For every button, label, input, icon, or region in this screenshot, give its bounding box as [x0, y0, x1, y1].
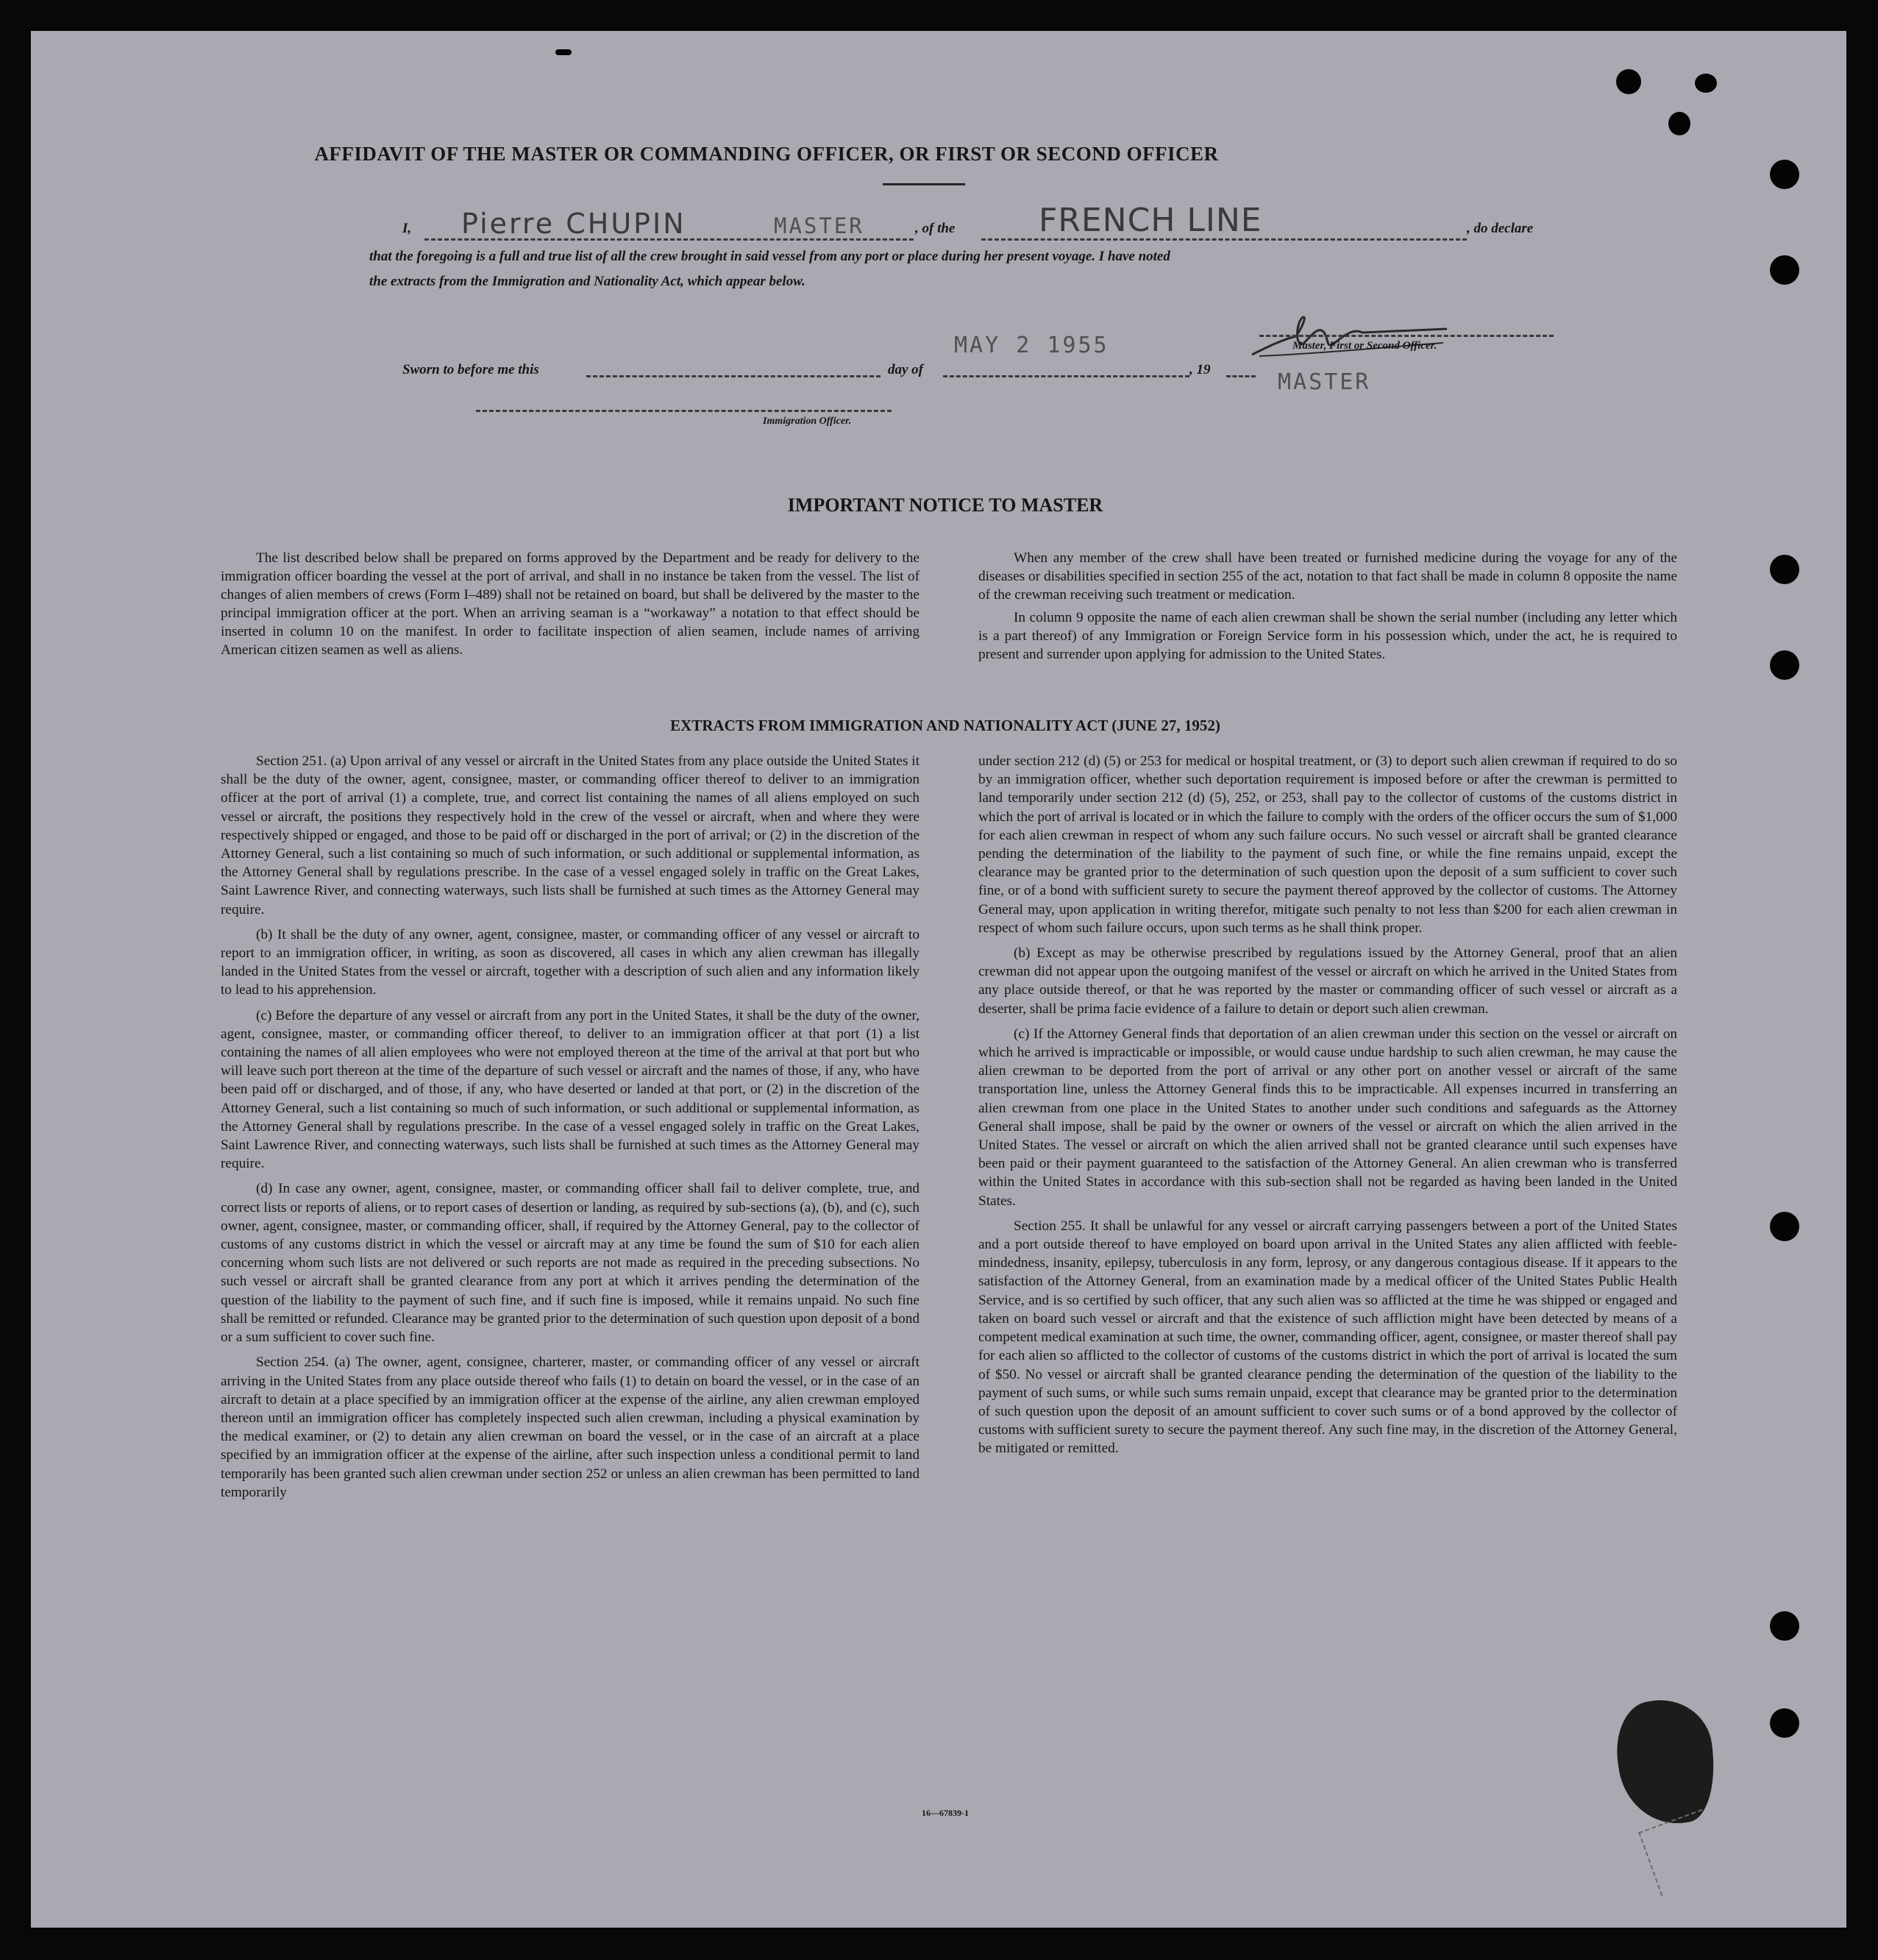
section-251-b: (b) It shall be the duty of any owner, agent, consignee, master, or commanding officer of any vessel or aircraft to report to an immigration officer, in writing, as soon as discovered, all cases in which any alien crewman has illegally landed in the United States from the vessel or aircraft, together with a description of such alien and any information likely to lead to his apprehension.	[221, 926, 920, 998]
signer-label: Master, First or Second Officer.	[1292, 340, 1437, 352]
punch-hole	[1770, 1708, 1799, 1738]
signer-stamp: MASTER	[1278, 369, 1371, 395]
section-255: Section 255. It shall be unlawful for any vessel or aircraft carrying passengers between a port of the United States and a port outside thereof to have employed on board upon arrival in the United States any alien afflicted with feeble-mindedness, insanity, epilepsy, tuberculosis in any form, leprosy, or any dangerous contagious disease. If it appears to the satisfaction of the Attorney General, from an examination made by a medical officer of the United States Public Health Service, and is so certified by such officer, that any such alien was so afflicted at the time he was shipped or engaged and taken on board such vessel or aircraft and that the existence of such affliction might have been detected by means of a competent medical examination at such time, the owner, commanding officer, agent, consignee, or master thereof shall pay for each alien so afflicted to the collector of customs of the customs district in which the port of arrival is located the sum of $50. No vessel or aircraft shall be granted clearance pending the determination of the question of the liability to the payment of such sums, or while such sums remain unpaid, except that clearance may be granted prior to the determination of such question upon the deposit of an amount sufficient to cover such sums or of a bond approved by the collector of customs with sufficient surety to secure the payment thereof. Any such fine may, in the discretion of the Attorney General, be mitigated or remitted.	[978, 1218, 1677, 1457]
declaration-line-2: that the foregoing is a full and true list of all the crew brought in said vessel from any port or place during her present voyage. I have noted	[369, 249, 1170, 264]
declaration-line-3: the extracts from the Immigration and Nationality Act, which appear below.	[369, 274, 805, 289]
section-254-a-continued: under section 212 (d) (5) or 253 for medical or hospital treatment, or (3) to deport such alien crewman if required to do so by an immigration officer, whether such deportation requirement is imposed before or after the crewman is permitted to land temporarily under section 212 (d) (5), 252, or 253, shall pay to the collector of customs of the customs district in which the port of arrival is located or in which the failure to comply with the orders of the officer occurs the sum of $1,000 for each alien crewman in respect of whom any such failure occurs. No such vessel or aircraft shall be granted clearance pending the determination of the liability to the payment of such fine, or while the fine remains unpaid, except the clearance may be granted prior to the determination of such question upon the deposit of a sum sufficient to cover such fine, or of a bond with sufficient surety to secure the payment thereof approved by the collector of customs. The Attorney General may, upon application in writing therefor, mitigate such penalty to not less than $200 for each alien crewman in respect of whom such failure occurs, upon such terms as he shall think proper.	[978, 753, 1677, 936]
of-the-label: , of the	[915, 221, 956, 236]
notice-right-text-1: When any member of the crew shall have been treated or furnished medicine during the voyage for any of the diseases or disabilities specified in section 255 of the act, notation to that fact shall be made in column 8 opposite the name of the crewman receiving such treatment or medication.	[978, 550, 1677, 603]
notice-heading: IMPORTANT NOTICE TO MASTER	[787, 494, 1103, 516]
punch-hole	[1770, 650, 1799, 680]
punch-hole	[1770, 160, 1799, 189]
section-251-c: (c) Before the departure of any vessel or aircraft from any port in the United States, it shall be the duty of the owner, agent, consignee, master, or commanding officer thereof, to deliver to an immigration officer at that port (1) a list containing the names of all alien employees who were not employed thereon at the time of the arrival at that port but who will leave such port thereon at the time of the departure of such vessel or aircraft and the names of those, if any, who have been paid off or discharged, and of those, if any, who have deserted or landed at that port, or (2) in the discretion of the Attorney General, such a list containing so much of such information, or such additional or supplemental information, as the Attorney General shall by regulations prescribe. In the case of a vessel engaged solely in traffic on the Great Lakes, Saint Lawrence River, and connecting waterways, such lists shall be furnished at such times as the Attorney General may require.	[221, 1007, 920, 1172]
affidavit-title: AFFIDAVIT OF THE MASTER OR COMMANDING OFFICER, OR FIRST OR SECOND OFFICER	[314, 143, 1219, 165]
section-251-d: (d) In case any owner, agent, consignee, master, or commanding officer shall fail to deliver complete, true, and correct lists or reports of aliens, or to report cases of desertion or landing, as required by sub-sections (a), (b), and (c), such owner, agent, consignee, master, or commanding officer, shall, if required by the Attorney General, pay to the collector of customs of any customs district in which the vessel or aircraft may at any time be found the sum of $10 for each alien concerning whom such lists are not delivered or such reports are not made as required in the preceding subsections. No such vessel or aircraft shall be granted clearance from any port at which it arrives pending the determination of the question of the liability to the payment of such fine, and if such fine is imposed, while it remains unpaid. No such fine shall be remitted or refunded. Clearance may be granted prior to the determination of such question upon deposit of a bond or a sum sufficient to cover such fine.	[221, 1181, 920, 1346]
extracts-heading: EXTRACTS FROM IMMIGRATION AND NATIONALITY ACT (JUNE 27, 1952)	[670, 717, 1220, 734]
punch-hole	[1668, 112, 1690, 135]
punch-hole	[1770, 1611, 1799, 1641]
notice-right-text-2: In column 9 opposite the name of each alien crewman shall be shown the serial number (including any letter which is a part thereof) of any Immigration or Foreign Service form in his possession which, under the act, he is required to present and surrender upon applying for admission to the United States.	[978, 610, 1677, 662]
year-prefix: , 19	[1189, 362, 1211, 377]
title-divider	[883, 183, 965, 185]
extracts-right-column	[978, 752, 1677, 1465]
sworn-label: Sworn to before me this	[402, 362, 539, 377]
notice-left-paragraph	[221, 549, 920, 664]
vessel-line-name: FRENCH LINE	[1039, 202, 1262, 239]
punch-hole	[1695, 74, 1717, 93]
officer-line	[476, 410, 892, 412]
form-number: 16—67839-1	[922, 1808, 969, 1818]
punch-hole	[1770, 555, 1799, 584]
section-251-a: Section 251. (a) Upon arrival of any vessel or aircraft in the United States from any place outside the United States it shall be the duty of the owner, agent, consignee, master, or commanding officer thereof to deliver to an immigration officer at the port of arrival (1) a complete, true, and correct list containing the names of all aliens employed on such vessel or aircraft, the positions they respectively hold in the crew of the vessel or aircraft, when and where they were respectively shipped or engaged, and those to be paid off or discharged in the port of arrival; or (2) in the discretion of the Attorney General, such a list containing so much of such information, or such additional or supplemental information, as the Attorney General shall by regulations prescribe. In the case of a vessel engaged solely in traffic on the Great Lakes, Saint Lawrence River, and connecting waterways, such lists shall be furnished at such times as the Attorney General may require.	[221, 753, 920, 917]
document-page	[31, 31, 1846, 1928]
punch-hole	[1770, 1212, 1799, 1241]
officer-label: Immigration Officer.	[763, 416, 852, 427]
section-254-b: (b) Except as may be otherwise prescribed by regulations issued by the Attorney General, proof that an alien crewman did not appear upon the outgoing manifest of the vessel or aircraft on which he arrived in the United States from any place outside thereof, or that he was reported by the master or commanding officer of such vessel or aircraft as a deserter, shall be prima facie evidence of a failure to detain or deport such alien crewman.	[978, 945, 1677, 1017]
declaration-prefix: I,	[402, 221, 412, 236]
signature-line	[1259, 335, 1554, 337]
section-254-a: Section 254. (a) The owner, agent, consignee, charterer, master, or commanding officer of any vessel or aircraft arriving in the United States from any place outside thereof who fails (1) to detain on board the vessel, or in the case of an aircraft to detain at a place specified by an immigration officer at the expense of the airline, any alien crewman employed thereon until an immigration officer has completely inspected such alien crewman, including a physical examination by the medical examiner, or (2) to detain any alien crewman on board the vessel, or in the case of an aircraft at a place specified by an immigration officer at the expense of the airline, after such inspection unless a conditional permit to land temporarily has been granted such alien crewman under section 252 or unless an alien crewman has been permitted to land temporarily	[221, 1354, 920, 1500]
sworn-year-line	[1226, 375, 1256, 377]
sworn-day-line	[586, 375, 881, 377]
punch-hole	[1770, 255, 1799, 285]
notice-left-text: The list described below shall be prepared on forms approved by the Department and be ready for delivery to the immigration officer boarding the vessel at the port of arrival, and shall in no instance be taken from the vessel. The list of changes of alien members of crews (Form I–489) shall not be retained on board, but shall be delivered by the master to the principal immigration officer at the port. When an arriving seaman is a “workaway” a notation to that effect should be inserted in column 10 on the manifest. In order to facilitate inspection of alien seamen, include names of arriving American citizen seamen as well as aliens.	[221, 550, 920, 658]
punch-hole	[1616, 69, 1641, 94]
master-name: Pierre CHUPIN	[461, 207, 686, 240]
notice-right-paragraphs	[978, 549, 1677, 668]
ink-mark	[555, 49, 572, 55]
sworn-month-line	[943, 375, 1189, 377]
torn-edge	[1638, 1809, 1725, 1896]
day-of-label: day of	[888, 362, 924, 377]
extracts-left-column	[221, 752, 920, 1508]
master-rank: MASTER	[774, 213, 864, 238]
section-254-c: (c) If the Attorney General finds that deportation of an alien crewman under this section on the vessel or aircraft on which he arrived is impracticable or impossible, or would cause undue hardship to such alien crewman, he may cause the alien crewman to be deported from the port of arrival or any other port on another vessel or aircraft of the same transportation line, unless the Attorney General finds this to be impracticable. All expenses incurred in transferring an alien crewman from one place in the United States to another under such conditions and safeguards as the Attorney General shall impose, shall be paid by the owner or owners of the vessel or aircraft on which the alien arrived in the United States. The vessel or aircraft on which the alien arrived shall not be granted clearance until such expenses have been paid or their payment guaranteed to the satisfaction of the Attorney General. An alien crewman who is transferred within the United States in accordance with this sub-section shall not be regarded as having been landed in the United States.	[978, 1026, 1677, 1209]
do-declare-label: , do declare	[1467, 221, 1534, 236]
date-stamp: MAY 2 1955	[954, 333, 1109, 358]
